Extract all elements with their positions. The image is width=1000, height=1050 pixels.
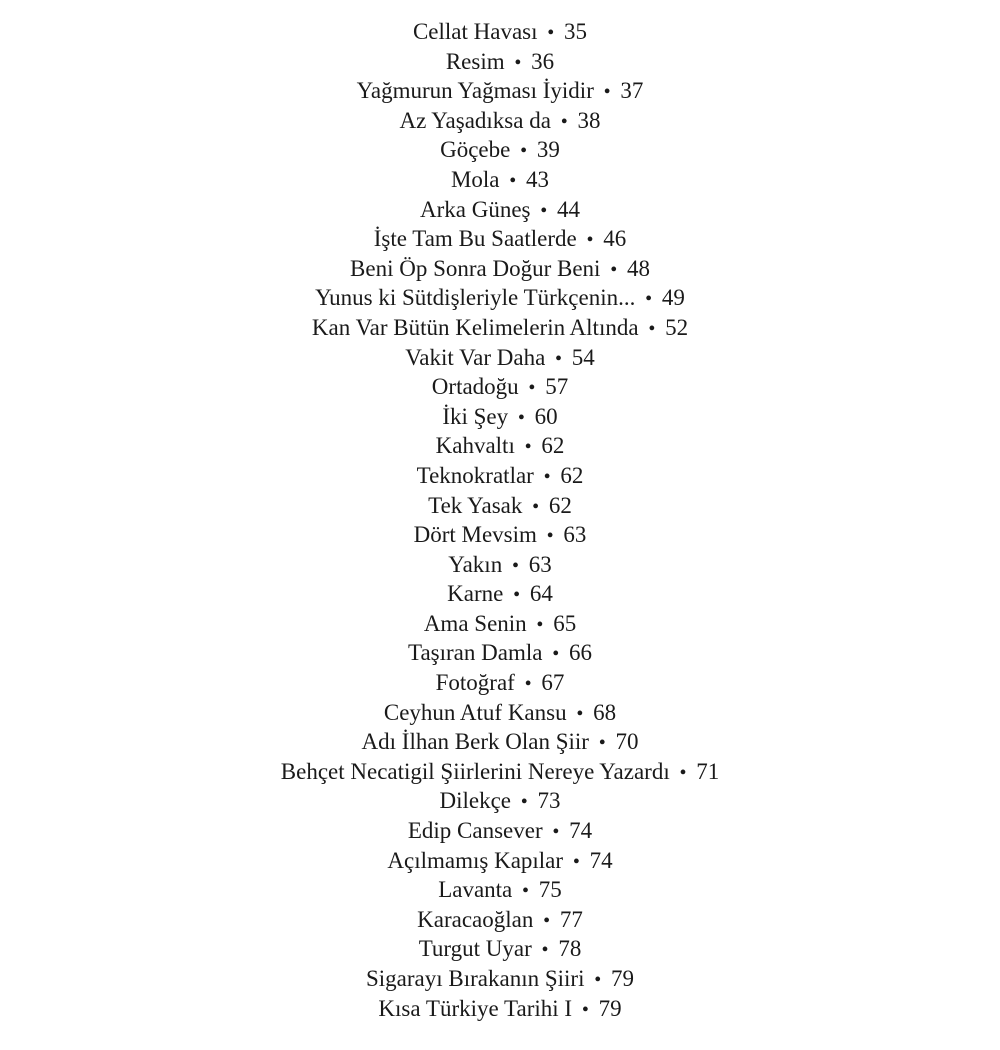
- toc-entry-title: Fotoğraf: [435, 670, 515, 696]
- toc-entry-title: Taşıran Damla: [408, 640, 543, 666]
- toc-page-number: 75: [538, 877, 562, 903]
- toc-bullet-separator: •: [603, 81, 611, 104]
- toc-entry-title: Yağmurun Yağması İyidir: [356, 78, 594, 104]
- toc-page-number: 57: [545, 374, 569, 400]
- toc-entry-title: Kan Var Bütün Kelimelerin Altında: [311, 314, 639, 340]
- toc-entry-title: Arka Güneş: [419, 196, 531, 222]
- toc-bullet-separator: •: [541, 939, 549, 962]
- toc-entry: [0, 165, 1000, 195]
- toc-bullet-separator: •: [598, 732, 606, 755]
- toc-entry: [0, 994, 1000, 1024]
- toc-entry-title: Resim: [445, 48, 505, 74]
- toc-entry-title: Cellat Havası: [412, 19, 538, 44]
- toc-entry: [0, 431, 1000, 461]
- toc-bullet-separator: •: [679, 761, 687, 784]
- toc-entry: [0, 668, 1000, 698]
- toc-entry: [0, 195, 1000, 225]
- toc-page-number: 63: [528, 551, 552, 577]
- toc-bullet-separator: •: [560, 110, 568, 133]
- toc-entry-title: Dilekçe: [439, 788, 511, 814]
- toc-page-number: 64: [529, 581, 553, 607]
- toc-entry-title: Edip Cansever: [407, 818, 543, 844]
- toc-bullet-separator: •: [540, 199, 548, 222]
- toc-entry: [0, 816, 1000, 846]
- toc-page-number: 71: [696, 758, 720, 784]
- toc-entry: [0, 491, 1000, 521]
- toc-entry-title: Yakın: [448, 551, 503, 577]
- toc-page-number: 46: [603, 226, 627, 252]
- toc-entry: [0, 727, 1000, 757]
- toc-entry: [0, 47, 1000, 77]
- toc-entry: [0, 638, 1000, 668]
- toc-bullet-separator: •: [552, 643, 560, 666]
- toc-page-number: 79: [610, 966, 634, 991]
- toc-bullet-separator: •: [520, 140, 528, 163]
- toc-entry: [0, 698, 1000, 728]
- toc-bullet-separator: •: [513, 584, 521, 607]
- toc-entry-title: Ortadoğu: [431, 374, 519, 400]
- toc-bullet-separator: •: [594, 969, 602, 991]
- toc-page-number: 67: [541, 670, 565, 696]
- toc-page-number: 54: [571, 344, 595, 370]
- toc-entry: [0, 846, 1000, 876]
- toc-bullet-separator: •: [547, 22, 555, 44]
- toc-bullet-separator: •: [536, 613, 544, 636]
- toc-bullet-separator: •: [543, 909, 551, 932]
- toc-page-number: 36: [531, 48, 555, 74]
- toc-bullet-separator: •: [576, 702, 584, 725]
- toc-bullet-separator: •: [552, 821, 560, 844]
- toc-page-number: 73: [537, 788, 561, 814]
- toc-entry: [0, 934, 1000, 964]
- toc-page-number: 74: [589, 847, 613, 873]
- toc-page-number: 62: [560, 462, 584, 488]
- toc-bullet-separator: •: [648, 317, 656, 340]
- toc-entry-title: Açılmamış Kapılar: [387, 847, 564, 873]
- toc-page-number: 39: [536, 137, 560, 163]
- toc-entry: [0, 520, 1000, 550]
- toc-page-number: 78: [558, 936, 582, 962]
- toc-entry-title: Ama Senin: [423, 610, 527, 636]
- toc-bullet-separator: •: [514, 51, 522, 74]
- toc-page-number: 66: [568, 640, 592, 666]
- toc-page-number: 62: [548, 492, 572, 518]
- toc-entry: [0, 343, 1000, 373]
- toc-entry: [0, 313, 1000, 343]
- toc-entry: [0, 609, 1000, 639]
- toc-bullet-separator: •: [581, 998, 589, 1021]
- toc-bullet-separator: •: [517, 406, 525, 429]
- toc-bullet-separator: •: [555, 347, 563, 370]
- toc-entry: [0, 254, 1000, 284]
- toc-page-number: 52: [665, 314, 689, 340]
- toc-bullet-separator: •: [543, 465, 551, 488]
- toc-bullet-separator: •: [509, 169, 517, 192]
- toc-entry-title: Az Yaşadıksa da: [399, 107, 551, 133]
- toc-bullet-separator: •: [524, 436, 532, 459]
- toc-entry-title: Sigarayı Bırakanın Şiiri: [366, 966, 585, 991]
- toc-bullet-separator: •: [520, 791, 528, 814]
- toc-bullet-separator: •: [586, 229, 594, 252]
- toc-entry-title: Behçet Necatigil Şiirlerini Nereye Yazardı: [280, 758, 670, 784]
- toc-entry-title: Ceyhun Atuf Kansu: [383, 699, 567, 725]
- toc-entry-title: Vakit Var Daha: [405, 344, 546, 370]
- toc-bullet-separator: •: [522, 880, 530, 903]
- toc-page-number: 63: [563, 522, 587, 548]
- toc-page-number: 35: [564, 19, 588, 44]
- toc-entry-title: Göçebe: [440, 137, 511, 163]
- toc-page-number: 37: [620, 78, 644, 104]
- toc-entry-title: Kahvaltı: [435, 433, 515, 459]
- toc-entry: [0, 17, 1000, 47]
- toc-entry: [0, 964, 1000, 994]
- toc-entry-title: Teknokratlar: [416, 462, 534, 488]
- toc-entry-title: Karne: [447, 581, 504, 607]
- toc-page-number: 68: [593, 699, 617, 725]
- toc-entry: [0, 224, 1000, 254]
- toc-entry: [0, 579, 1000, 609]
- toc-bullet-separator: •: [572, 850, 580, 873]
- toc-bullet-separator: •: [524, 673, 532, 696]
- toc-entry: [0, 76, 1000, 106]
- toc-entry: [0, 786, 1000, 816]
- toc-entry-title: Dört Mevsim: [413, 522, 537, 548]
- toc-list: [0, 17, 1000, 1023]
- toc-entry: [0, 402, 1000, 432]
- toc-entry-title: Adı İlhan Berk Olan Şiir: [361, 729, 589, 755]
- toc-page-number: 38: [577, 107, 601, 133]
- toc-bullet-separator: •: [511, 554, 519, 577]
- toc-page-number: 49: [661, 285, 685, 311]
- toc-entry-title: İşte Tam Bu Saatlerde: [373, 226, 577, 252]
- toc-page-number: 62: [541, 433, 565, 459]
- toc-page-number: 60: [534, 403, 558, 429]
- toc-entry-title: İki Şey: [442, 403, 509, 429]
- toc-bullet-separator: •: [532, 495, 540, 518]
- toc-page-number: 74: [569, 818, 593, 844]
- toc-entry-title: Kısa Türkiye Tarihi I: [378, 995, 573, 1021]
- toc-entry: [0, 905, 1000, 935]
- toc-entry: [0, 461, 1000, 491]
- toc-page-number: 44: [557, 196, 580, 222]
- toc-page-number: 79: [598, 995, 622, 1021]
- toc-bullet-separator: •: [610, 258, 618, 281]
- toc-entry-title: Tek Yasak: [428, 492, 523, 518]
- toc-entry-title: Yunus ki Sütdişleriyle Türkçenin...: [315, 285, 636, 311]
- toc-page-number: 65: [553, 610, 577, 636]
- toc-entry: [0, 757, 1000, 787]
- toc-page-number: 48: [626, 255, 650, 281]
- toc-bullet-separator: •: [528, 377, 536, 400]
- toc-entry: [0, 875, 1000, 905]
- toc-page-number: 77: [559, 906, 583, 932]
- toc-entry-title: Mola: [450, 166, 500, 192]
- toc-bullet-separator: •: [645, 288, 653, 311]
- toc-bullet-separator: •: [546, 525, 554, 548]
- toc-entry-title: Beni Öp Sonra Doğur Beni: [350, 255, 601, 281]
- toc-entry: [0, 550, 1000, 580]
- toc-entry-title: Karacaoğlan: [417, 906, 534, 932]
- toc-entry-title: Turgut Uyar: [418, 936, 532, 962]
- toc-entry-title: Lavanta: [438, 877, 513, 903]
- toc-page-number: 43: [526, 166, 550, 192]
- toc-entry: [0, 135, 1000, 165]
- toc-entry: [0, 106, 1000, 136]
- toc-entry: [0, 283, 1000, 313]
- toc-entry: [0, 372, 1000, 402]
- table-of-contents: [0, 17, 1000, 1023]
- toc-page-number: 70: [615, 729, 639, 755]
